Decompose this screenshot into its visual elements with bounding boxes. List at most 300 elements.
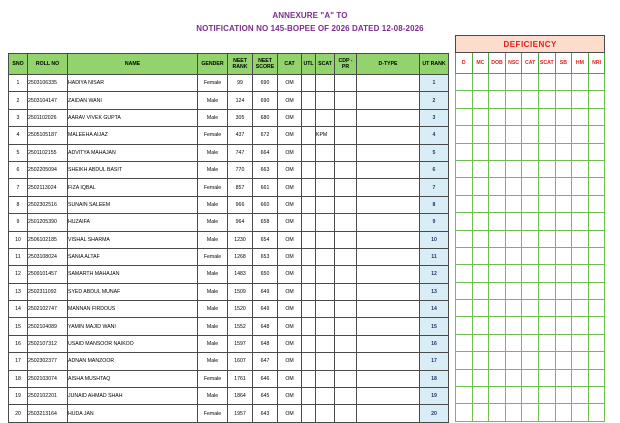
- cell-gender: Male: [198, 266, 228, 283]
- deficiency-cell: [572, 178, 589, 195]
- deficiency-cell: [489, 369, 506, 386]
- cell-dtype: [357, 75, 420, 92]
- deficiency-column-header: NSC: [505, 53, 522, 74]
- deficiency-cell: [489, 195, 506, 212]
- deficiency-cell: [456, 160, 473, 177]
- deficiency-cell: [572, 247, 589, 264]
- cell-score: 661: [253, 179, 278, 196]
- deficiency-cell: [489, 265, 506, 282]
- deficiency-cell: [456, 265, 473, 282]
- cell-cat: OM: [278, 388, 302, 405]
- cell-utl: [302, 248, 316, 265]
- deficiency-cell: [489, 352, 506, 369]
- cell-utl: [302, 196, 316, 213]
- cell-cdp: [335, 214, 357, 231]
- deficiency-cell: [572, 387, 589, 404]
- deficiency-cell: [538, 387, 555, 404]
- cell-name: ZAIDAN WANI: [68, 92, 198, 109]
- deficiency-cell: [472, 300, 489, 317]
- cell-roll: 2503104147: [28, 92, 68, 109]
- deficiency-cell: [489, 230, 506, 247]
- deficiency-cell: [538, 108, 555, 125]
- cell-cdp: [335, 231, 357, 248]
- cell-utrank: 8: [420, 196, 449, 213]
- deficiency-cell: [555, 317, 572, 334]
- cell-dtype: [357, 127, 420, 144]
- cell-utl: [302, 92, 316, 109]
- cell-gender: Male: [198, 283, 228, 300]
- deficiency-cell: [538, 230, 555, 247]
- cell-rank: 966: [228, 196, 253, 213]
- cell-cat: OM: [278, 214, 302, 231]
- cell-cdp: [335, 75, 357, 92]
- cell-gender: Female: [198, 370, 228, 387]
- deficiency-column-header: SB: [555, 53, 572, 74]
- cell-gender: Female: [198, 75, 228, 92]
- deficiency-cell: [588, 230, 605, 247]
- deficiency-cell: [555, 352, 572, 369]
- cell-utrank: 3: [420, 109, 449, 126]
- cell-score: 658: [253, 214, 278, 231]
- deficiency-cell: [456, 126, 473, 143]
- deficiency-cell: [588, 404, 605, 421]
- deficiency-cell: [472, 282, 489, 299]
- cell-dtype: [357, 144, 420, 161]
- deficiency-cell: [588, 369, 605, 386]
- cell-utl: [302, 405, 316, 422]
- cell-cdp: [335, 353, 357, 370]
- cell-cdp: [335, 248, 357, 265]
- cell-sno: 4: [9, 127, 28, 144]
- deficiency-cell: [555, 143, 572, 160]
- deficiency-cell: [456, 230, 473, 247]
- cell-cdp: [335, 335, 357, 352]
- cell-sno: 2: [9, 92, 28, 109]
- deficiency-cell: [505, 213, 522, 230]
- cell-utrank: 17: [420, 353, 449, 370]
- cell-rank: 1761: [228, 370, 253, 387]
- deficiency-cell: [456, 213, 473, 230]
- cell-name: SHEIKH ABDUL BASIT: [68, 161, 198, 178]
- cell-rank: 1509: [228, 283, 253, 300]
- cell-utl: [302, 353, 316, 370]
- deficiency-cell: [456, 195, 473, 212]
- deficiency-cell: [555, 230, 572, 247]
- cell-rank: 1520: [228, 301, 253, 318]
- cell-name: HUZAIFA: [68, 214, 198, 231]
- cell-dtype: [357, 179, 420, 196]
- cell-utrank: 16: [420, 335, 449, 352]
- deficiency-cell: [456, 143, 473, 160]
- deficiency-column-header: HM: [572, 53, 589, 74]
- cell-cdp: [335, 301, 357, 318]
- deficiency-cell: [538, 178, 555, 195]
- cell-dtype: [357, 196, 420, 213]
- cell-cdp: [335, 196, 357, 213]
- deficiency-cell: [505, 230, 522, 247]
- deficiency-cell: [505, 352, 522, 369]
- cell-dtype: [357, 248, 420, 265]
- cell-cat: OM: [278, 161, 302, 178]
- deficiency-cell: [522, 247, 539, 264]
- column-header: UTL: [302, 54, 316, 75]
- cell-cdp: [335, 370, 357, 387]
- cell-score: 664: [253, 144, 278, 161]
- cell-cat: OM: [278, 301, 302, 318]
- deficiency-cell: [522, 230, 539, 247]
- cell-utl: [302, 179, 316, 196]
- cell-gender: Male: [198, 335, 228, 352]
- table-row: [9, 214, 449, 231]
- cell-scat: [316, 196, 335, 213]
- deficiency-cell: [572, 352, 589, 369]
- cell-sno: 17: [9, 353, 28, 370]
- deficiency-row: [456, 213, 605, 230]
- deficiency-cell: [489, 300, 506, 317]
- cell-gender: Female: [198, 127, 228, 144]
- cell-name: AARAV VIVEK GUPTA: [68, 109, 198, 126]
- cell-sno: 12: [9, 266, 28, 283]
- cell-cdp: [335, 127, 357, 144]
- deficiency-cell: [456, 247, 473, 264]
- cell-name: VISHAL SHARMA: [68, 231, 198, 248]
- deficiency-cell: [538, 213, 555, 230]
- cell-rank: 1607: [228, 353, 253, 370]
- cell-utl: [302, 214, 316, 231]
- cell-sno: 6: [9, 161, 28, 178]
- deficiency-cell: [489, 213, 506, 230]
- deficiency-cell: [555, 282, 572, 299]
- deficiency-cell: [489, 282, 506, 299]
- merit-list-table: [8, 53, 449, 423]
- cell-gender: Female: [198, 179, 228, 196]
- deficiency-cell: [555, 74, 572, 91]
- deficiency-cell: [555, 108, 572, 125]
- cell-roll: 2509101457: [28, 266, 68, 283]
- cell-name: ADVITYA MAHAJAN: [68, 144, 198, 161]
- notification-heading: NOTIFICATION NO 145-BOPEE OF 2026 DATED 12-08-2026: [196, 24, 424, 33]
- deficiency-cell: [472, 352, 489, 369]
- cell-rank: 1597: [228, 335, 253, 352]
- deficiency-row: [456, 143, 605, 160]
- deficiency-cell: [588, 317, 605, 334]
- deficiency-cell: [456, 352, 473, 369]
- deficiency-cell: [588, 352, 605, 369]
- cell-score: 649: [253, 301, 278, 318]
- deficiency-cell: [522, 195, 539, 212]
- deficiency-cell: [472, 369, 489, 386]
- cell-utrank: 14: [420, 301, 449, 318]
- deficiency-column-header: D: [456, 53, 473, 74]
- deficiency-row: [456, 369, 605, 386]
- deficiency-cell: [505, 300, 522, 317]
- deficiency-cell: [472, 178, 489, 195]
- deficiency-cell: [538, 282, 555, 299]
- cell-rank: 99: [228, 75, 253, 92]
- deficiency-row: [456, 404, 605, 421]
- cell-rank: 305: [228, 109, 253, 126]
- cell-dtype: [357, 353, 420, 370]
- cell-rank: 437: [228, 127, 253, 144]
- cell-gender: Male: [198, 196, 228, 213]
- column-header: D-TYPE: [357, 54, 420, 75]
- cell-cat: OM: [278, 335, 302, 352]
- deficiency-cell: [489, 108, 506, 125]
- deficiency-cell: [572, 282, 589, 299]
- table-row: [9, 405, 449, 422]
- cell-score: 649: [253, 283, 278, 300]
- cell-cdp: [335, 161, 357, 178]
- deficiency-cell: [472, 265, 489, 282]
- cell-roll: 2502113024: [28, 179, 68, 196]
- cell-sno: 14: [9, 301, 28, 318]
- deficiency-cell: [555, 369, 572, 386]
- deficiency-header-row: [456, 53, 605, 74]
- cell-cat: OM: [278, 75, 302, 92]
- deficiency-title: DEFICIENCY: [456, 36, 605, 53]
- deficiency-cell: [472, 126, 489, 143]
- table-row: [9, 196, 449, 213]
- deficiency-cell: [522, 404, 539, 421]
- cell-dtype: [357, 405, 420, 422]
- cell-scat: [316, 231, 335, 248]
- cell-utrank: 7: [420, 179, 449, 196]
- deficiency-cell: [472, 160, 489, 177]
- cell-score: 650: [253, 266, 278, 283]
- cell-cat: OM: [278, 144, 302, 161]
- deficiency-cell: [472, 334, 489, 351]
- deficiency-cell: [572, 126, 589, 143]
- deficiency-row: [456, 178, 605, 195]
- deficiency-cell: [489, 404, 506, 421]
- deficiency-cell: [522, 317, 539, 334]
- column-header: SCAT: [316, 54, 335, 75]
- deficiency-cell: [522, 369, 539, 386]
- deficiency-cell: [505, 108, 522, 125]
- deficiency-cell: [572, 143, 589, 160]
- deficiency-cell: [555, 160, 572, 177]
- deficiency-cell: [456, 387, 473, 404]
- cell-dtype: [357, 283, 420, 300]
- cell-scat: [316, 405, 335, 422]
- cell-roll: 2502302516: [28, 196, 68, 213]
- cell-name: MANNAN FIRDOUS: [68, 301, 198, 318]
- cell-roll: 2502103074: [28, 370, 68, 387]
- cell-sno: 5: [9, 144, 28, 161]
- cell-utrank: 15: [420, 318, 449, 335]
- cell-score: 690: [253, 75, 278, 92]
- deficiency-cell: [489, 74, 506, 91]
- cell-roll: 2502205094: [28, 161, 68, 178]
- deficiency-column-header: MC: [472, 53, 489, 74]
- deficiency-cell: [588, 143, 605, 160]
- cell-dtype: [357, 231, 420, 248]
- cell-roll: 2502104089: [28, 318, 68, 335]
- deficiency-cell: [555, 334, 572, 351]
- cell-roll: 2503106335: [28, 75, 68, 92]
- cell-cdp: [335, 109, 357, 126]
- deficiency-cell: [505, 265, 522, 282]
- cell-name: SANIA ALTAF: [68, 248, 198, 265]
- deficiency-title-row: [456, 36, 605, 53]
- deficiency-column-header: SCAT: [538, 53, 555, 74]
- deficiency-cell: [572, 404, 589, 421]
- table-row: [9, 92, 449, 109]
- cell-utl: [302, 161, 316, 178]
- cell-name: HUDA JAN: [68, 405, 198, 422]
- deficiency-cell: [555, 387, 572, 404]
- cell-cat: OM: [278, 405, 302, 422]
- cell-utl: [302, 370, 316, 387]
- cell-utrank: 5: [420, 144, 449, 161]
- cell-rank: 1268: [228, 248, 253, 265]
- cell-gender: Male: [198, 109, 228, 126]
- deficiency-cell: [538, 91, 555, 108]
- cell-dtype: [357, 109, 420, 126]
- cell-utrank: 20: [420, 405, 449, 422]
- cell-dtype: [357, 388, 420, 405]
- deficiency-row: [456, 91, 605, 108]
- cell-cdp: [335, 318, 357, 335]
- cell-name: JUNAID AHMAD SHAH: [68, 388, 198, 405]
- cell-rank: 1864: [228, 388, 253, 405]
- deficiency-cell: [572, 213, 589, 230]
- cell-roll: 2502311092: [28, 283, 68, 300]
- cell-utrank: 13: [420, 283, 449, 300]
- table-row: [9, 266, 449, 283]
- table-row: [9, 231, 449, 248]
- deficiency-cell: [505, 369, 522, 386]
- deficiency-cell: [538, 265, 555, 282]
- deficiency-cell: [588, 126, 605, 143]
- deficiency-cell: [522, 265, 539, 282]
- annexure-heading: ANNEXURE "A" TO: [272, 11, 348, 20]
- cell-score: 654: [253, 231, 278, 248]
- cell-gender: Female: [198, 248, 228, 265]
- deficiency-row: [456, 352, 605, 369]
- cell-cdp: [335, 388, 357, 405]
- deficiency-cell: [505, 91, 522, 108]
- cell-scat: [316, 318, 335, 335]
- deficiency-cell: [572, 265, 589, 282]
- cell-dtype: [357, 92, 420, 109]
- cell-name: SAMARTH MAHAJAN: [68, 266, 198, 283]
- cell-utl: [302, 144, 316, 161]
- table-header-row: [9, 54, 449, 75]
- deficiency-cell: [456, 108, 473, 125]
- deficiency-column-header: CAT: [522, 53, 539, 74]
- cell-scat: [316, 301, 335, 318]
- cell-cat: OM: [278, 127, 302, 144]
- cell-rank: 1957: [228, 405, 253, 422]
- table-row: [9, 370, 449, 387]
- deficiency-cell: [522, 126, 539, 143]
- cell-gender: Male: [198, 144, 228, 161]
- table-row: [9, 179, 449, 196]
- deficiency-column-header: NRI: [588, 53, 605, 74]
- cell-gender: Female: [198, 405, 228, 422]
- deficiency-cell: [505, 178, 522, 195]
- deficiency-row: [456, 108, 605, 125]
- cell-score: 663: [253, 161, 278, 178]
- deficiency-cell: [489, 160, 506, 177]
- cell-score: 653: [253, 248, 278, 265]
- deficiency-cell: [588, 195, 605, 212]
- deficiency-row: [456, 74, 605, 91]
- deficiency-cell: [538, 160, 555, 177]
- cell-cat: OM: [278, 231, 302, 248]
- cell-utl: [302, 388, 316, 405]
- deficiency-cell: [489, 317, 506, 334]
- cell-name: SUNAIN SALEEM: [68, 196, 198, 213]
- deficiency-cell: [522, 352, 539, 369]
- cell-sno: 15: [9, 318, 28, 335]
- cell-scat: KPM: [316, 127, 335, 144]
- deficiency-cell: [588, 213, 605, 230]
- column-header: UT RANK: [420, 54, 449, 75]
- deficiency-cell: [505, 334, 522, 351]
- cell-roll: 2502302377: [28, 353, 68, 370]
- cell-gender: Male: [198, 388, 228, 405]
- deficiency-cell: [522, 108, 539, 125]
- cell-sno: 19: [9, 388, 28, 405]
- cell-utrank: 2: [420, 92, 449, 109]
- deficiency-row: [456, 247, 605, 264]
- cell-rank: 857: [228, 179, 253, 196]
- cell-dtype: [357, 161, 420, 178]
- deficiency-cell: [505, 195, 522, 212]
- deficiency-cell: [522, 74, 539, 91]
- deficiency-cell: [572, 91, 589, 108]
- cell-name: USAID MANSOOR NAIKOO: [68, 335, 198, 352]
- table-row: [9, 109, 449, 126]
- table-row: [9, 75, 449, 92]
- cell-rank: 770: [228, 161, 253, 178]
- cell-name: ADNAN MANZOOR: [68, 353, 198, 370]
- cell-sno: 3: [9, 109, 28, 126]
- cell-sno: 11: [9, 248, 28, 265]
- deficiency-cell: [522, 160, 539, 177]
- table-row: [9, 127, 449, 144]
- cell-roll: 2502102201: [28, 388, 68, 405]
- deficiency-cell: [588, 300, 605, 317]
- deficiency-cell: [572, 160, 589, 177]
- cell-utl: [302, 335, 316, 352]
- deficiency-cell: [588, 160, 605, 177]
- cell-score: 645: [253, 388, 278, 405]
- cell-cat: OM: [278, 283, 302, 300]
- cell-gender: Male: [198, 161, 228, 178]
- cell-scat: [316, 179, 335, 196]
- cell-utrank: 18: [420, 370, 449, 387]
- deficiency-cell: [472, 387, 489, 404]
- cell-name: SYED ABDUL MUNAF: [68, 283, 198, 300]
- cell-gender: Male: [198, 353, 228, 370]
- cell-utrank: 11: [420, 248, 449, 265]
- deficiency-cell: [588, 108, 605, 125]
- deficiency-cell: [572, 74, 589, 91]
- deficiency-cell: [522, 300, 539, 317]
- cell-utl: [302, 266, 316, 283]
- cell-cat: OM: [278, 92, 302, 109]
- cell-score: 646: [253, 370, 278, 387]
- cell-cat: OM: [278, 179, 302, 196]
- deficiency-cell: [555, 213, 572, 230]
- deficiency-cell: [522, 334, 539, 351]
- cell-score: 690: [253, 92, 278, 109]
- deficiency-cell: [456, 334, 473, 351]
- deficiency-cell: [572, 369, 589, 386]
